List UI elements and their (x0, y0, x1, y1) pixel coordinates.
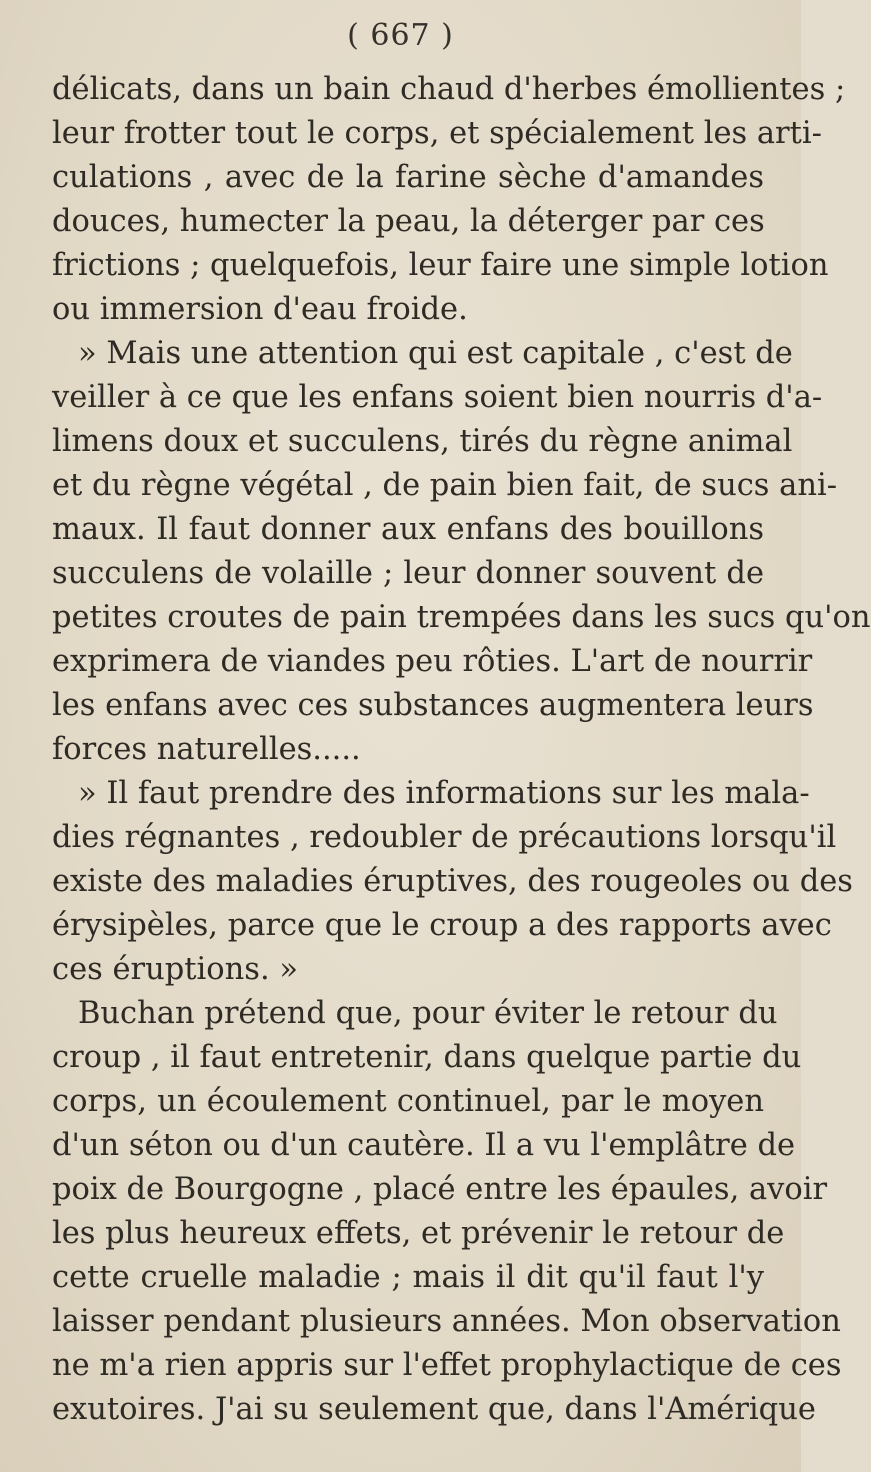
page-number: ( 667 ) (347, 18, 454, 53)
text-line: croup , il faut entretenir, dans quelque partie du (52, 1040, 802, 1075)
text-line: limens doux et succulens, tirés du règne animal (52, 424, 793, 459)
text-line: Buchan prétend que, pour éviter le retour du (78, 996, 778, 1031)
text-line: érysipèles, parce que le croup a des rapports avec (52, 908, 832, 943)
text-line: exprimera de viandes peu rôties. L'art de nourrir (52, 644, 813, 679)
text-line: succulens de volaille ; leur donner souvent de (52, 556, 764, 591)
text-line: veiller à ce que les enfans soient bien nourris d'a- (52, 380, 823, 415)
text-line: d'un séton ou d'un cautère. Il a vu l'emplâtre de (52, 1128, 796, 1163)
text-line: exutoires. J'ai su seulement que, dans l'Amérique (52, 1392, 816, 1427)
text-line: » Il faut prendre des informations sur les mala- (78, 776, 810, 811)
text-line: ne m'a rien appris sur l'effet prophylactique de ces (52, 1348, 842, 1383)
text-line: douces, humecter la peau, la déterger par ces (52, 204, 765, 239)
text-line: les enfans avec ces substances augmentera leurs (52, 688, 814, 723)
body-text (52, 68, 871, 1432)
text-line: forces naturelles..... (52, 732, 361, 767)
text-line: » Mais une attention qui est capitale , c'est de (78, 336, 793, 371)
text-line: laisser pendant plusieurs années. Mon observation (52, 1304, 841, 1339)
text-line: cette cruelle maladie ; mais il dit qu'il faut l'y (52, 1260, 764, 1295)
text-line: leur frotter tout le corps, et spécialement les arti- (52, 116, 822, 151)
text-line: les plus heureux effets, et prévenir le retour de (52, 1216, 785, 1251)
text-line: maux. Il faut donner aux enfans des bouillons (52, 512, 764, 547)
text-line: et du règne végétal , de pain bien fait, de sucs ani- (52, 468, 838, 503)
text-line: ou immersion d'eau froide. (52, 292, 468, 327)
text-line: dies régnantes , redoubler de précautions lorsqu'il (52, 820, 837, 855)
text-line: frictions ; quelquefois, leur faire une simple lotion (52, 248, 829, 283)
text-line: ces éruptions. » (52, 952, 298, 987)
text-line: poix de Bourgogne , placé entre les épaules, avoir (52, 1172, 828, 1207)
text-line: culations , avec de la farine sèche d'amandes (52, 160, 764, 195)
text-line: petites croutes de pain trempées dans les sucs qu'on (52, 600, 871, 635)
text-line: existe des maladies éruptives, des rougeoles ou des (52, 864, 853, 899)
text-line: corps, un écoulement continuel, par le moyen (52, 1084, 764, 1119)
text-line: délicats, dans un bain chaud d'herbes émollientes ; (52, 72, 846, 107)
